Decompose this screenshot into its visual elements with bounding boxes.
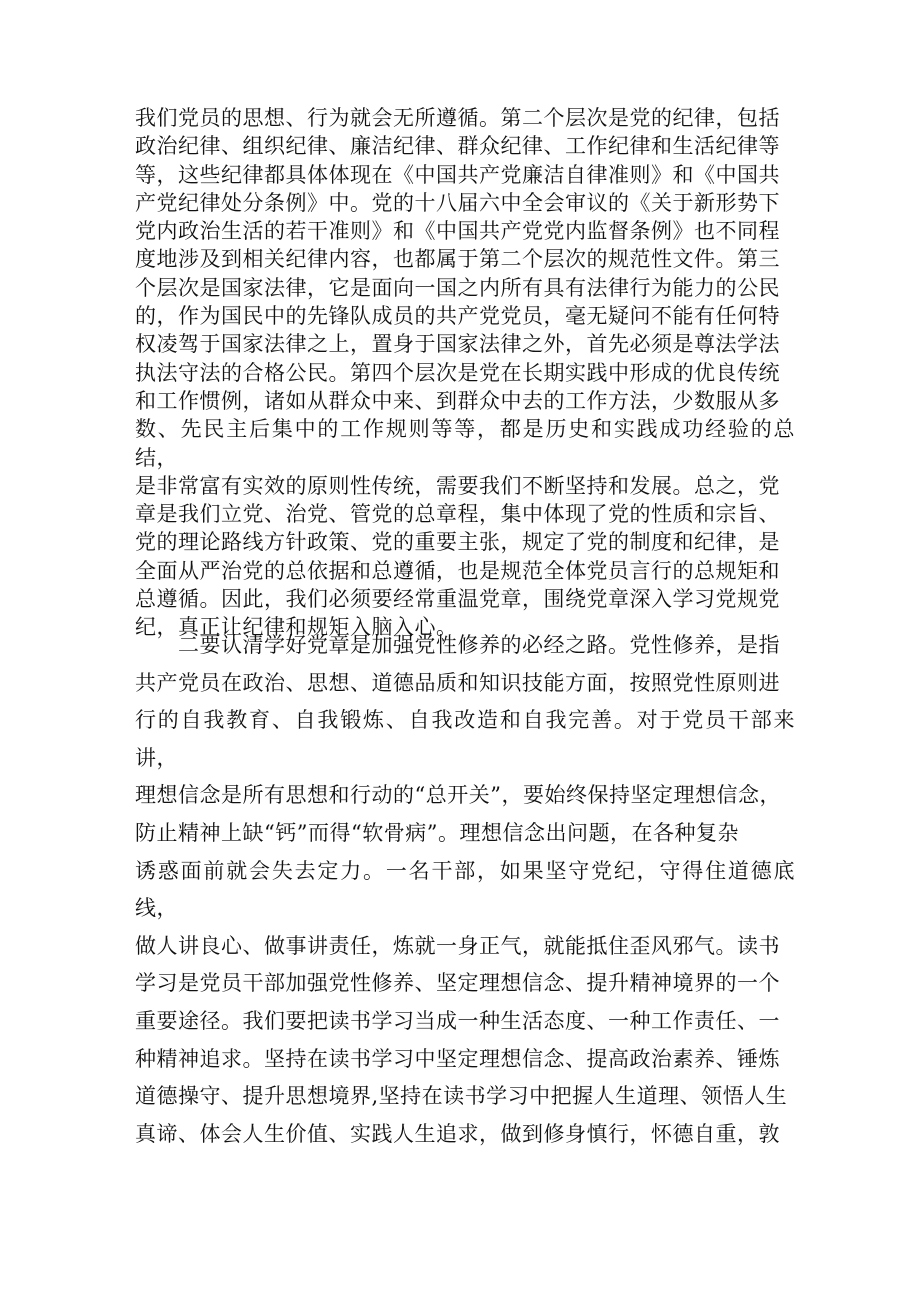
body-paragraph: 二要认清学好党章是加强党性修养的必经之路。党性修养，是指 共产党员在政治、思想、道德品质和知识技能方面，按照党性原则进 行的自我教育、自我锻炼、自我改造和自我完善。对于党员干部来讲， 理想信念是所有思想和行动的“总开关”，要始终保持坚定理想信念， 防止精神上缺“钙”而得“软骨病”。理想信念出问题，在各种复杂 诱惑面前就会失去定力。一名干部，如果坚守党纪，守得住道德底线， 做人讲良心、做事讲责任，炼就一身正气，就能抵住歪风邪气。读书 学习是党员干部加强党性修养、坚定理想信念、提升精神境界的一个 重要途径。我们要把读书学习当成一种生活态度、一种工作责任、一 种精神追求。坚持在读书学习中坚定理想信念、提高政治素养、锤炼 道德操守、提升思想境界,坚持在读书学习中把握人生道理、领悟人生 真谛、体会人生价值、实践人生追求，做到修身慎行，怀德自重，敦	[135, 633, 795, 1146]
body-paragraph: 我们党员的思想、行为就会无所遵循。第二个层次是党的纪律，包括 政治纪律、组织纪律、廉洁纪律、群众纪律、工作纪律和生活纪律等 等，这些纪律都具体体现在《中国共产党廉洁自律准则》和《中国共 产党纪律处分条例》中。党的十八届六中全会审议的《关于新形势下 党内政治生活的若干准则》和《中国共产党党内监督条例》也不同程 度地涉及到相关纪律内容，也都属于第二个层次的规范性文件。第三 个层次是国家法律，它是面向一国之内所有具有法律行为能力的公民 的，作为国民中的先锋队成员的共产党党员，毫无疑问不能有任何特 权凌驾于国家法律之上，置身于国家法律之外，首先必须是尊法学法 执法守法的合格公民。第四个层次是党在长期实践中形成的优良传统 和工作惯例，诸如从群众中来、到群众中去的工作方法，少数服从多 数、先民主后集中的工作规则等等，都是历史和实践成功经验的总结， 是非常富有实效的原则性传统，需要我们不断坚持和发展。总之，党 章是我们立党、治党、管党的总章程，集中体现了党的性质和宗旨、 党的理论路线方针政策、党的重要主张，规定了党的制度和纪律，是 全面从严治党的总依据和总遵循，也是规范全体党员言行的总规矩和 总遵循。因此，我们必须要经常重温党章，围绕党章深入学习党规党 纪，真正让纪律和规矩入脑入心。	[135, 106, 795, 640]
